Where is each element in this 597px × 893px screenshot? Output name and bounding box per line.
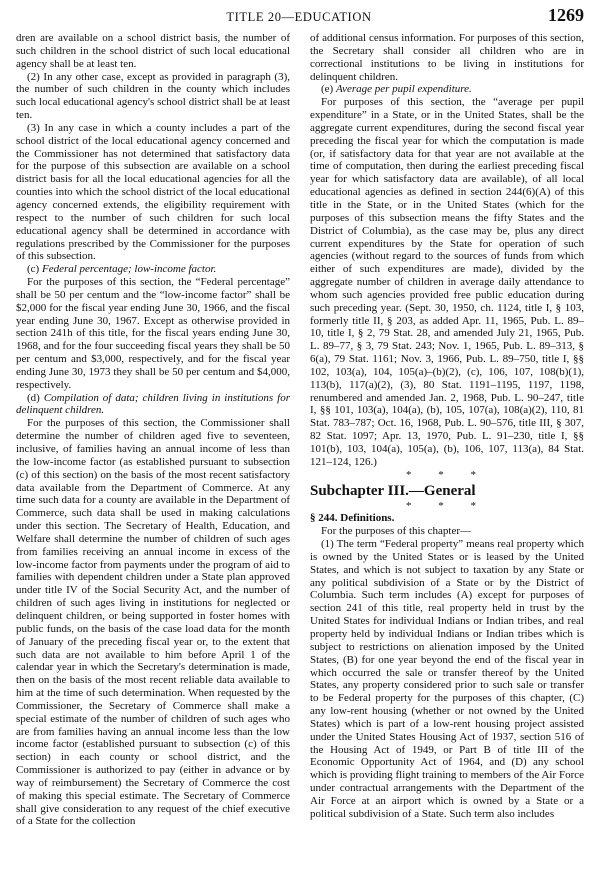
subsection-c-label: (c) [27, 263, 40, 276]
subsection-d-body: For the purposes of this section, the Commissioner shall determine the number of children aged five to seventeen, inclusive, of families having an annual income of less than the low-income factor (as established pursuant to subsection (c) of this section) on the basis of the most recent satisfactory data available from the Department of Commerce. At any time such data for a county are available in the Department of Commerce, such data shall be used in making calculations under this section. The Secretary of Health, Education, and Welfare shall determine the number of children of such ages from families receiving an annual income in excess of the low-income factor from payments under the program of aid to families with dependent children under a State plan approved under title IV of the Social Security Act, and the number of children of such ages living in institutions for neglected or delinquent children, or being supported in foster homes with public funds, on the basis of the case load data for the month of January of the preceding fiscal year or, to the extent that such data are not available to him before April 1 of the calendar year in which the Secretary's determination is made, then on the basis of the most recent reliable data available to him at the time of such determination. When requested by the Commissioner, the Secretary of Commerce shall make a special estimate of the number of children of such ages who are from families having an annual income less than the low income factor (established pursuant to subsection (c) of this section) in each county or school district, and the Commissioner is authorized to pay (either in advance or by way of reimbursement) the Secretary of Commerce the cost of making this special estimate. The Secretary of Commerce shall give consideration to any request of the chief executive of a State for the collection [16, 417, 290, 828]
page-number: 1269 [548, 5, 584, 25]
page-header [14, 4, 584, 30]
section-244-title: § 244. Definitions. [310, 512, 395, 525]
paragraph-continued: dren are available on a school district basis, the number of such children in the school district of such local educational agency shall be at least ten. [16, 32, 290, 70]
left-column [16, 32, 290, 888]
subsection-c-title: Federal percentage; low-income factor. [41, 263, 217, 276]
subsection-e-body: For purposes of this section, the “average per pupil expenditure” in a State, or in the United States, shall be the aggregate current expenditures, during the second fiscal year preceding the fiscal year for which the computation is made (or, if satisfactory data for that year are not available at the time of computation, then during the earliest preceding fiscal year for which satisfactory data are available), of all local educational agencies as defined in section 244(6)(A) of this title in the State, or in the United States (which for the purposes of this subsection means the fifty States and the District of Columbia), as the case may be, plus any direct current expenditures by the State for operation of such agencies (without regard to the sources of funds from which either of such expenditures are made), divided by the aggregate number of children in average daily attendance to whom such agencies provided free public education during such preceding year. (Sept. 30, 1950, ch. 1124, title I, § 103, formerly title II, § 203, as added Apr. 11, 1965, Pub. L. 89–10, title I, § 2, 79 Stat. 28, and amended July 21, 1965, Pub. L. 89–77, § 3, 79 Stat. 243; Nov. 1, 1965, Pub. L. 89–313, § 6(a), 79 Stat. 1161; Nov. 3, 1966, Pub. L. 89–750, title I, §§ 102, 103(a), 104, 105(a)–(b)(2), (c), 106, 107, 108(b)(1), 113(b), 117(a)(2), (3), 80 Stat. 1191–1195, 1197, 1198, renumbered and amended Jan. 2, 1968, Pub. L. 90–247, title I, §§ 101, 103(a), 104(a), (b), 105, 107(a), 108(a)(2), 110, 81 Stat. 783–787; Oct. 16, 1968, Pub. L. 90–576, title III, § 307, 82 Stat. 1097; Apr. 13, 1970, Pub. L. 91–230, title I, §§ 101(b), 103, 104(a), 105(a), (b), 106, 107, 113(a), 84 Stat. 121–124, 126.) [310, 96, 584, 468]
subsection-d-label: (d) [27, 391, 40, 404]
running-title: TITLE 20—EDUCATION [226, 10, 372, 24]
subchapter-title: Subchapter III.—General [310, 482, 476, 499]
subsection-d-title: Compilation of data; children living in institutions for delinquent children. [16, 391, 290, 417]
paragraph-3: (3) In any case in which a county includes a part of the school district of the local educational agency concerned and the Commissioner has not determined that satisfactory data for the purpose of this subsection are available on a school district basis for all the local educational agencies for all the counties into which the school district of the local educational agency concerned extends, the eligibility requirement with respect to the number of such children for such local educational agency shall be determined in accordance with regulations prescribed by the Commissioner for the purposes of this subsection. [16, 121, 290, 263]
definition-1: (1) The term “Federal property” means real property which is owned by the United States or is leased by the United States, and which is not subject to taxation by any State or any political subdivision of a State or by the District of Columbia. Such term includes (A) except for purposes of section 241 of this title, real property held in trust by the United States for individual Indians or Indian tribes, and real property held by individual Indians or Indian tribes which is subject to restrictions on alienation imposed by the United States, (B) for one year beyond the end of the fiscal year in which occurred the sale or transfer thereof by the United States, any property considered prior to such sale or transfer to be Federal property for the purposes of this chapter, (C) any low-rent housing (whether or not owned by the United States) which is part of a low-rent housing project assisted under the United States Housing Act of 1937, section 516 of the Housing Act of 1949, or Part B of title III of the Economic Opportunity Act of 1964, and (D) any school which is providing flight training to members of the Air Force under contractual arrangements with the Department of the Air Force at an airport which is owned by a State or a political subdivision of a State. Such term also includes [310, 538, 584, 820]
subchapter-separator: * * * [406, 499, 488, 512]
subsection-e-label: (e) [321, 83, 334, 96]
paragraph-2: (2) In any other case, except as provided in paragraph (3), the number of such children in the county which includes such local educational agency's school district shall be at least ten. [16, 70, 290, 122]
definitions-intro: For the purposes of this chapter— [321, 525, 471, 538]
subsection-c-heading [16, 263, 290, 276]
subsection-e-title: Average per pupil expenditure. [335, 83, 472, 96]
subsection-c-body: For the purposes of this section, the “Federal percentage” shall be 50 per centum and the “low-income factor” shall be $2,000 for the fiscal year ending June 30, 1966, and the fiscal year ending June 30, 1967. Except as otherwise provided in section 241h of this title, for the fiscal years ending June 30, 1968, and for the four succeeding fiscal years they shall be 50 per centum and $3,000, respectively, and for the fiscal year ending June 30, 1973 they shall be 50 per centum and $4,000, respectively. [16, 276, 290, 391]
paragraph-continued-right: of additional census information. For purposes of this section, the Secretary shall consider all children who are in correctional institutions to be living in institutions for delinquent children. [310, 32, 584, 83]
section-separator: * * * [406, 468, 488, 481]
subsection-e-heading [310, 83, 584, 96]
subsection-d-heading [16, 392, 290, 418]
right-column [310, 32, 584, 888]
